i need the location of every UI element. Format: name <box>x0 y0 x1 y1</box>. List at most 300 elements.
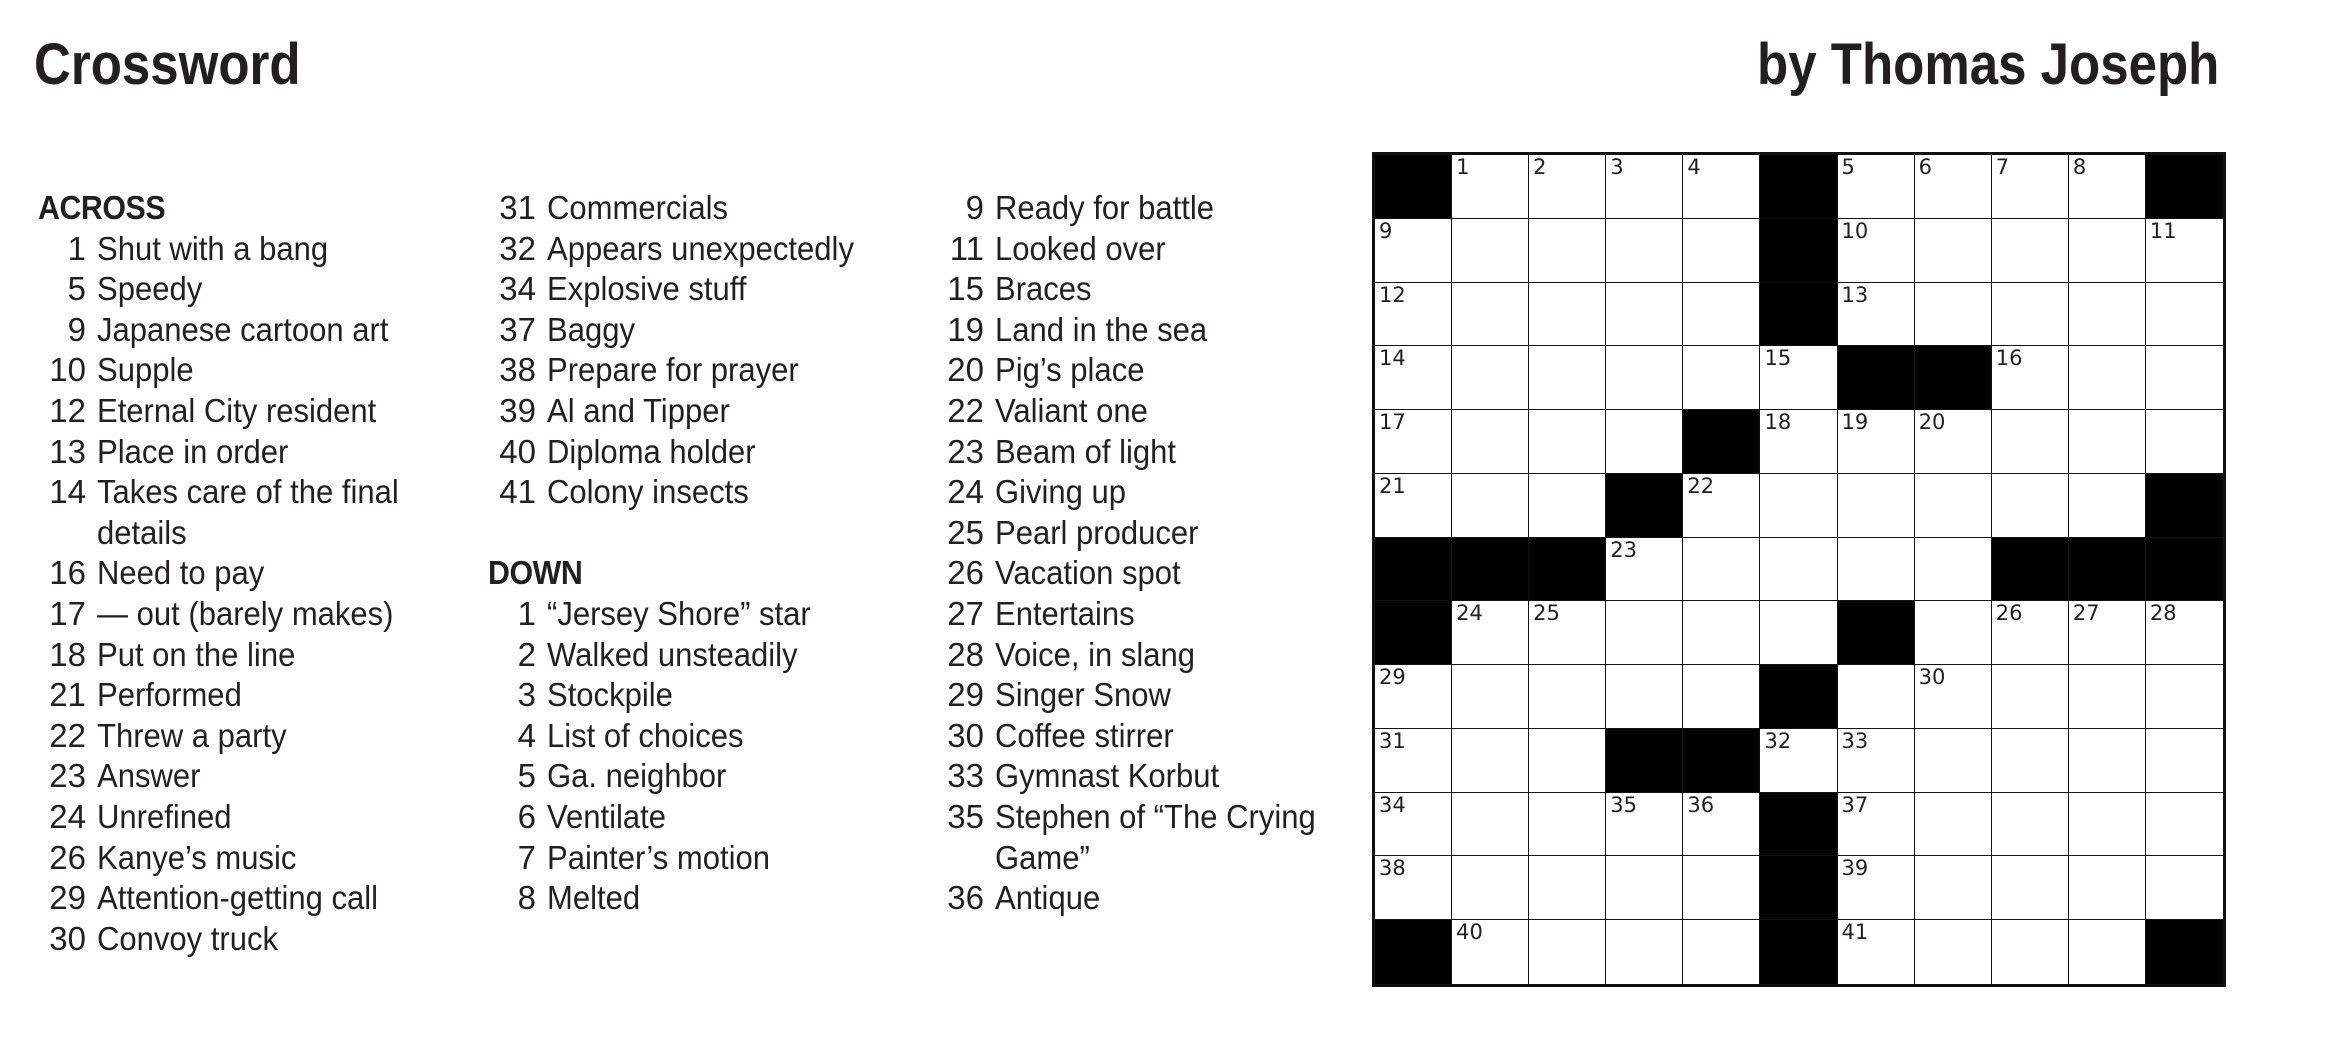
grid-cell[interactable] <box>1838 219 1915 283</box>
clue-number: 28 <box>947 635 984 673</box>
grid-cell[interactable] <box>1452 793 1529 857</box>
cell-number: 20 <box>1918 410 1946 435</box>
clue-item <box>488 716 908 757</box>
clue-item <box>936 391 1356 432</box>
clue-number: 33 <box>947 757 984 795</box>
clue-number: 37 <box>499 310 536 348</box>
clue-item <box>488 310 908 351</box>
clue-item <box>488 432 908 473</box>
grid-cell[interactable] <box>2146 283 2223 347</box>
clue-number: 29 <box>49 879 86 917</box>
block-cell <box>1375 538 1452 602</box>
grid-cell[interactable] <box>1375 665 1452 729</box>
clue-text: Melted <box>547 879 641 917</box>
clue-text: Pearl producer <box>995 513 1199 551</box>
clue-column-3 <box>936 188 1356 919</box>
clue-item <box>936 756 1356 797</box>
grid-cell[interactable] <box>1760 538 1837 602</box>
grid-cell[interactable] <box>1992 793 2069 857</box>
clue-text: Place in order <box>97 432 289 470</box>
clue-item <box>38 797 458 838</box>
grid-cell[interactable] <box>2146 793 2223 857</box>
grid-cell[interactable] <box>1915 601 1992 665</box>
clue-text: Stockpile <box>547 676 673 714</box>
grid-cell[interactable] <box>1452 346 1529 410</box>
clue-item <box>38 675 458 716</box>
grid-cell[interactable] <box>1606 155 1683 219</box>
grid-cell[interactable] <box>1760 346 1837 410</box>
clue-item <box>38 310 458 351</box>
clue-text: Ventilate <box>547 797 667 835</box>
clue-item <box>38 350 458 391</box>
grid-cell[interactable] <box>1452 920 1529 984</box>
clue-number: 39 <box>499 391 536 429</box>
clue-number: 22 <box>49 716 86 754</box>
clue-item <box>936 716 1356 757</box>
grid-cell[interactable] <box>1683 856 1760 920</box>
grid-cell[interactable] <box>1529 665 1606 729</box>
block-cell <box>1683 729 1760 793</box>
grid-cell[interactable] <box>1915 283 1992 347</box>
clue-number: 24 <box>947 473 984 511</box>
grid-cell[interactable] <box>1915 219 1992 283</box>
clue-item <box>38 838 458 879</box>
grid-cell[interactable] <box>1606 283 1683 347</box>
clue-text: Speedy <box>97 270 203 308</box>
cell-number: 28 <box>2149 601 2177 626</box>
clue-item <box>936 878 1356 919</box>
grid-cell[interactable] <box>1992 155 2069 219</box>
grid-cell[interactable] <box>1606 219 1683 283</box>
cell-number: 6 <box>1918 155 1932 179</box>
cell-number: 18 <box>1764 410 1792 435</box>
grid-cell[interactable] <box>1606 346 1683 410</box>
clue-text: Giving up <box>995 473 1127 511</box>
grid-cell[interactable] <box>2069 410 2146 474</box>
grid-cell[interactable] <box>1683 538 1760 602</box>
clue-item <box>936 229 1356 270</box>
clue-number: 12 <box>49 391 86 429</box>
grid-cell[interactable] <box>2069 155 2146 219</box>
clue-text: Put on the line <box>97 635 296 673</box>
clue-text: Appears unexpectedly <box>547 229 854 267</box>
clue-text: Eternal City resident <box>97 391 377 429</box>
block-cell <box>1529 538 1606 602</box>
clue-number: 4 <box>517 716 536 754</box>
clue-text: Convoy truck <box>97 919 279 957</box>
cell-number: 31 <box>1379 728 1406 753</box>
grid-cell[interactable] <box>1915 155 1992 219</box>
grid-cell[interactable] <box>1375 474 1452 538</box>
grid-cell[interactable] <box>2146 665 2223 729</box>
grid-cell[interactable] <box>2146 219 2223 283</box>
clue-item <box>488 797 908 838</box>
grid-cell[interactable] <box>1683 283 1760 347</box>
clue-number: 25 <box>947 513 984 551</box>
grid-cell[interactable] <box>1452 474 1529 538</box>
clue-text: Gymnast Korbut <box>995 757 1220 795</box>
clue-text: Looked over <box>995 229 1166 267</box>
grid-cell[interactable] <box>1683 601 1760 665</box>
grid-cell[interactable] <box>1452 665 1529 729</box>
clue-item <box>936 310 1356 351</box>
cell-number: 7 <box>1995 155 2010 179</box>
grid-cell[interactable] <box>1683 920 1760 984</box>
grid-cell[interactable] <box>1683 474 1760 538</box>
grid-cell[interactable] <box>1760 410 1837 474</box>
clue-text: Vacation spot <box>995 554 1181 592</box>
grid-cell[interactable] <box>1992 474 2069 538</box>
grid-cell[interactable] <box>1760 729 1837 793</box>
clue-number: 26 <box>49 838 86 876</box>
grid-cell[interactable] <box>1992 346 2069 410</box>
clue-number: 9 <box>67 310 86 348</box>
grid-cell[interactable] <box>2069 219 2146 283</box>
grid-cell[interactable] <box>1606 793 1683 857</box>
clue-item <box>38 229 458 270</box>
grid-cell[interactable] <box>1760 474 1837 538</box>
clue-item <box>936 472 1356 513</box>
clue-text: Performed <box>97 676 242 714</box>
clue-item <box>38 716 458 757</box>
clue-text: Shut with a bang <box>97 229 329 267</box>
clue-item <box>38 432 458 473</box>
cell-number: 9 <box>1379 218 1393 243</box>
clue-text: Singer Snow <box>995 676 1171 714</box>
grid-cell[interactable] <box>1375 219 1452 283</box>
grid-cell[interactable] <box>1992 410 2069 474</box>
clue-number: 23 <box>49 757 86 795</box>
grid-cell[interactable] <box>1683 155 1760 219</box>
grid-cell[interactable] <box>2069 665 2146 729</box>
clue-item <box>488 350 908 391</box>
clue-number: 6 <box>517 797 536 835</box>
cell-number: 12 <box>1379 282 1406 307</box>
clue-number: 41 <box>499 473 536 511</box>
cell-number: 3 <box>1610 155 1624 179</box>
grid-cell[interactable] <box>1992 729 2069 793</box>
clue-item <box>488 594 908 635</box>
cell-number: 29 <box>1379 665 1406 690</box>
grid-cell[interactable] <box>2146 410 2223 474</box>
clue-item <box>38 594 458 635</box>
grid-cell[interactable] <box>2146 601 2223 665</box>
clue-item <box>936 432 1356 473</box>
block-cell <box>1760 665 1837 729</box>
cell-number: 1 <box>1456 155 1470 179</box>
clue-number: 29 <box>947 676 984 714</box>
clue-text: Ga. neighbor <box>547 757 727 795</box>
grid-cell[interactable] <box>1915 665 1992 729</box>
clue-item <box>936 269 1356 310</box>
grid-cell[interactable] <box>1992 601 2069 665</box>
clue-number: 18 <box>49 635 86 673</box>
grid-cell[interactable] <box>1375 856 1452 920</box>
clue-text: List of choices <box>547 716 744 754</box>
grid-cell[interactable] <box>1915 538 1992 602</box>
puzzle-byline: by Thomas Joseph <box>1756 32 2219 97</box>
grid-cell[interactable] <box>1915 474 1992 538</box>
grid-cell[interactable] <box>1529 920 1606 984</box>
cell-number: 19 <box>1841 410 1869 435</box>
clue-item <box>488 188 908 229</box>
cell-number: 25 <box>1533 601 1560 626</box>
clue-item <box>488 391 908 432</box>
clue-text: Braces <box>995 270 1092 308</box>
grid-cell[interactable] <box>1992 665 2069 729</box>
clue-item <box>38 919 458 960</box>
grid-cell[interactable] <box>1529 346 1606 410</box>
grid-cell[interactable] <box>1683 665 1760 729</box>
grid-cell[interactable] <box>1915 410 1992 474</box>
clue-text: Commercials <box>547 189 728 226</box>
grid-cell[interactable] <box>1838 729 1915 793</box>
clue-number: 11 <box>949 229 984 267</box>
cell-number: 15 <box>1764 346 1792 371</box>
grid-cell[interactable] <box>1529 410 1606 474</box>
grid-cell[interactable] <box>1838 410 1915 474</box>
clue-item <box>38 635 458 676</box>
grid-cell[interactable] <box>1606 410 1683 474</box>
clue-number: 5 <box>67 270 86 308</box>
grid-cell[interactable] <box>2069 856 2146 920</box>
block-cell <box>1760 856 1837 920</box>
grid-cell[interactable] <box>1375 729 1452 793</box>
grid-cell[interactable] <box>1838 155 1915 219</box>
block-cell <box>1838 346 1915 410</box>
cell-number: 23 <box>1610 537 1637 562</box>
grid-cell[interactable] <box>1760 601 1837 665</box>
cell-number: 37 <box>1841 792 1869 817</box>
crossword-grid <box>1372 152 2226 987</box>
grid-cell[interactable] <box>2146 346 2223 410</box>
grid-cell[interactable] <box>2146 729 2223 793</box>
clue-item <box>488 675 908 716</box>
clue-item <box>488 472 908 513</box>
grid-cell[interactable] <box>2069 283 2146 347</box>
grid-cell[interactable] <box>1838 793 1915 857</box>
clue-text: Antique <box>995 879 1101 917</box>
clue-number: 10 <box>49 351 86 389</box>
clue-item <box>488 269 908 310</box>
clue-number: 32 <box>499 229 536 267</box>
grid-cell[interactable] <box>1838 665 1915 729</box>
clue-number: 19 <box>947 310 984 348</box>
clue-text: Supple <box>97 351 194 389</box>
cell-number: 32 <box>1764 728 1792 753</box>
clue-column-1 <box>38 188 458 959</box>
clue-number: 27 <box>947 594 984 632</box>
grid-cell[interactable] <box>2069 920 2146 984</box>
grid-cell[interactable] <box>1915 793 1992 857</box>
block-cell <box>1760 155 1837 219</box>
grid-cell[interactable] <box>1838 474 1915 538</box>
grid-cell[interactable] <box>2069 346 2146 410</box>
section-spacer <box>488 513 908 554</box>
clue-text: Land in the sea <box>995 310 1208 348</box>
grid-cell[interactable] <box>1452 410 1529 474</box>
puzzle-title: Crossword <box>34 32 301 97</box>
clue-text: Unrefined <box>97 797 232 835</box>
grid-cell[interactable] <box>1683 793 1760 857</box>
clue-text: Colony insects <box>547 473 749 511</box>
clue-number: 15 <box>947 270 984 308</box>
grid-cell[interactable] <box>1375 283 1452 347</box>
grid-cell[interactable] <box>1838 856 1915 920</box>
cell-number: 38 <box>1379 856 1406 881</box>
grid-cell[interactable] <box>1375 346 1452 410</box>
clue-number: 9 <box>965 189 984 226</box>
clue-number: 35 <box>947 797 984 835</box>
grid-cell[interactable] <box>1529 219 1606 283</box>
block-cell <box>1915 346 1992 410</box>
cell-number: 39 <box>1841 856 1869 881</box>
block-cell <box>1606 729 1683 793</box>
block-cell <box>1838 601 1915 665</box>
clue-item <box>936 553 1356 594</box>
block-cell <box>1760 793 1837 857</box>
grid-cell[interactable] <box>1606 665 1683 729</box>
cell-number: 30 <box>1918 665 1946 690</box>
clue-item <box>936 675 1356 716</box>
clue-text: Beam of light <box>995 432 1177 470</box>
cell-number: 14 <box>1379 346 1406 371</box>
grid-cell[interactable] <box>2069 601 2146 665</box>
clue-column-2 <box>488 188 908 919</box>
grid-cell[interactable] <box>1992 283 2069 347</box>
clue-text: Coffee stirrer <box>995 716 1174 754</box>
grid-cell[interactable] <box>1529 283 1606 347</box>
clue-number: 1 <box>67 229 86 267</box>
clue-number: 8 <box>517 879 536 917</box>
block-cell <box>2146 155 2223 219</box>
clue-item <box>936 513 1356 554</box>
cell-number: 35 <box>1610 792 1637 817</box>
cell-number: 13 <box>1841 282 1869 307</box>
clue-number: 17 <box>49 594 86 632</box>
grid-cell[interactable] <box>1452 856 1529 920</box>
block-cell <box>1375 920 1452 984</box>
cell-number: 16 <box>1995 346 2023 371</box>
grid-cell[interactable] <box>1452 283 1529 347</box>
clue-text: Voice, in slang <box>995 635 1196 673</box>
clue-item <box>38 472 458 553</box>
grid-cell[interactable] <box>1915 920 1992 984</box>
clue-item <box>488 838 908 879</box>
cell-number: 8 <box>2072 155 2087 179</box>
grid-cell[interactable] <box>1452 155 1529 219</box>
cell-number: 41 <box>1841 920 1869 945</box>
clue-item <box>936 635 1356 676</box>
grid-cell[interactable] <box>1375 793 1452 857</box>
clue-item <box>488 756 908 797</box>
grid-cell[interactable] <box>1529 729 1606 793</box>
grid-cell[interactable] <box>1838 920 1915 984</box>
across-heading: ACROSS <box>38 189 166 226</box>
clue-text: Valiant one <box>995 391 1148 429</box>
grid-cell[interactable] <box>1683 346 1760 410</box>
block-cell <box>1760 219 1837 283</box>
cell-number: 40 <box>1456 920 1483 945</box>
clue-number: 30 <box>49 919 86 957</box>
cell-number: 11 <box>2149 218 2177 243</box>
grid-cell[interactable] <box>1683 219 1760 283</box>
grid-cell[interactable] <box>1529 474 1606 538</box>
grid-cell[interactable] <box>2069 793 2146 857</box>
block-cell <box>2069 538 2146 602</box>
grid-cell[interactable] <box>1992 219 2069 283</box>
clue-text: Prepare for prayer <box>547 351 799 389</box>
clue-text: Diploma holder <box>547 432 756 470</box>
grid-cell[interactable] <box>1992 920 2069 984</box>
grid-cell[interactable] <box>1606 856 1683 920</box>
grid-cell[interactable] <box>1529 856 1606 920</box>
clue-text: — out (barely makes) <box>97 594 394 632</box>
clue-text: Japanese cartoon art <box>97 310 389 348</box>
block-cell <box>1683 410 1760 474</box>
grid-cell[interactable] <box>1452 729 1529 793</box>
grid-cell[interactable] <box>1606 538 1683 602</box>
grid-cell[interactable] <box>1606 920 1683 984</box>
clue-item <box>38 269 458 310</box>
clue-text: Explosive stuff <box>547 270 747 308</box>
grid-cell[interactable] <box>1606 601 1683 665</box>
cell-number: 5 <box>1841 155 1855 179</box>
grid-cell[interactable] <box>1529 155 1606 219</box>
block-cell <box>2146 538 2223 602</box>
grid-cell[interactable] <box>1529 601 1606 665</box>
clue-number: 36 <box>947 879 984 917</box>
cell-number: 10 <box>1841 218 1869 243</box>
clue-text: Ready for battle <box>995 189 1214 226</box>
cell-number: 21 <box>1379 473 1406 498</box>
clue-item <box>38 553 458 594</box>
clue-number: 23 <box>947 432 984 470</box>
grid-cell[interactable] <box>1452 219 1529 283</box>
clue-number: 38 <box>499 351 536 389</box>
grid-cell[interactable] <box>2069 474 2146 538</box>
clue-number: 1 <box>517 594 536 632</box>
grid-cell[interactable] <box>1529 793 1606 857</box>
clue-number: 30 <box>947 716 984 754</box>
clue-item <box>936 797 1356 878</box>
clue-number: 31 <box>499 189 536 226</box>
grid-cell[interactable] <box>2146 856 2223 920</box>
cell-number: 27 <box>2072 601 2100 626</box>
clue-number: 24 <box>49 797 86 835</box>
grid-cell[interactable] <box>2069 729 2146 793</box>
clue-text: Entertains <box>995 594 1135 632</box>
clue-text: Stephen of “The Crying Game” <box>995 797 1316 876</box>
grid-cell[interactable] <box>1375 410 1452 474</box>
clue-number: 26 <box>947 554 984 592</box>
grid-cell[interactable] <box>1915 856 1992 920</box>
cell-number: 24 <box>1456 601 1483 626</box>
grid-cell[interactable] <box>1452 601 1529 665</box>
block-cell <box>2146 920 2223 984</box>
clue-item <box>488 635 908 676</box>
clue-text: Baggy <box>547 310 635 348</box>
grid-cell[interactable] <box>1838 538 1915 602</box>
cell-number: 34 <box>1379 792 1406 817</box>
grid-cell[interactable] <box>1992 856 2069 920</box>
cell-number: 17 <box>1379 410 1406 435</box>
block-cell <box>1375 601 1452 665</box>
grid-cell[interactable] <box>1915 729 1992 793</box>
clue-number: 14 <box>49 473 86 511</box>
grid-cell[interactable] <box>1838 283 1915 347</box>
clue-item <box>38 391 458 432</box>
